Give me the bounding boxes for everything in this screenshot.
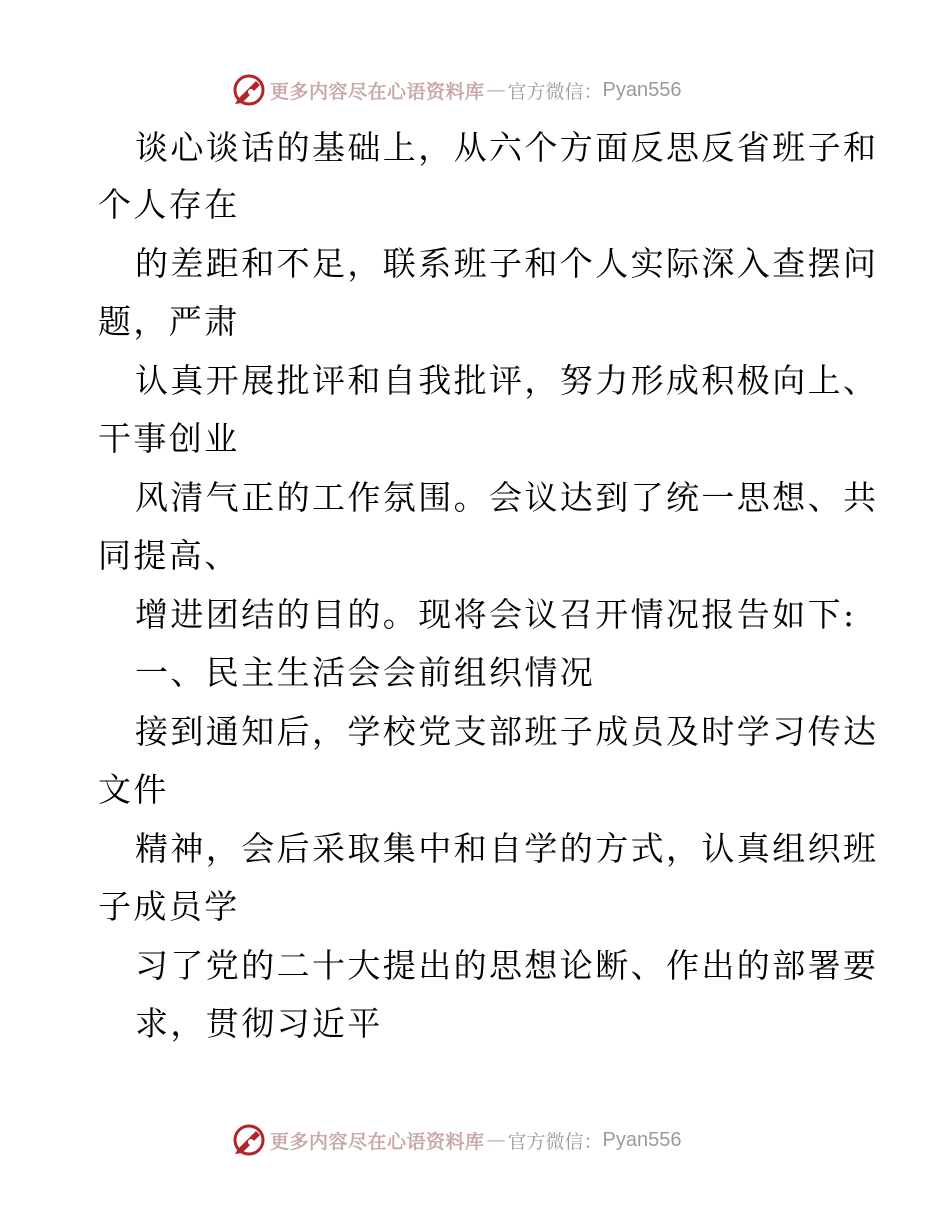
body-line-8: 同提高、 bbox=[98, 536, 240, 575]
body-line-16: 求，贯彻习近平 bbox=[135, 1004, 383, 1043]
header-separator: — bbox=[486, 79, 506, 101]
pen-logo-icon bbox=[232, 73, 266, 107]
footer-watermark bbox=[232, 1122, 682, 1158]
body-line-1: 谈心谈话的基础上，从六个方面反思反省班子和 bbox=[135, 128, 879, 167]
footer-wechat-label: 官方微信： bbox=[507, 1130, 603, 1153]
body-line-9: 增进团结的目的。现将会议召开情况报告如下: bbox=[135, 595, 857, 634]
header-brand-text: 更多内容尽在心语资料库 bbox=[270, 80, 485, 103]
body-line-12: 文件 bbox=[98, 770, 169, 809]
body-line-6: 干事创业 bbox=[98, 419, 240, 458]
footer-brand-text: 更多内容尽在心语资料库 bbox=[270, 1130, 485, 1153]
body-line-13: 精神，会后采取集中和自学的方式，认真组织班 bbox=[135, 829, 879, 868]
pen-logo-icon bbox=[232, 1123, 266, 1157]
body-line-5: 认真开展批评和自我批评，努力形成积极向上、 bbox=[135, 361, 879, 400]
footer-separator: — bbox=[486, 1129, 506, 1151]
body-line-7: 风清气正的工作氛围。会议达到了统一思想、共 bbox=[135, 478, 879, 517]
body-line-14: 子成员学 bbox=[98, 887, 240, 926]
header-watermark bbox=[232, 72, 682, 108]
header-wechat-id: Pyan556 bbox=[602, 78, 682, 101]
header-wechat-label: 官方微信： bbox=[507, 80, 603, 103]
body-line-15: 习了党的二十大提出的思想论断、作出的部署要 bbox=[135, 946, 879, 985]
section-heading: 一、民主生活会会前组织情况 bbox=[135, 653, 596, 692]
body-line-2: 个人存在 bbox=[98, 185, 240, 224]
body-line-4: 题，严肃 bbox=[98, 302, 240, 341]
footer-wechat-id: Pyan556 bbox=[602, 1128, 682, 1151]
body-line-3: 的差距和不足，联系班子和个人实际深入查摆问 bbox=[135, 244, 879, 283]
body-line-11: 接到通知后，学校党支部班子成员及时学习传达 bbox=[135, 712, 879, 751]
